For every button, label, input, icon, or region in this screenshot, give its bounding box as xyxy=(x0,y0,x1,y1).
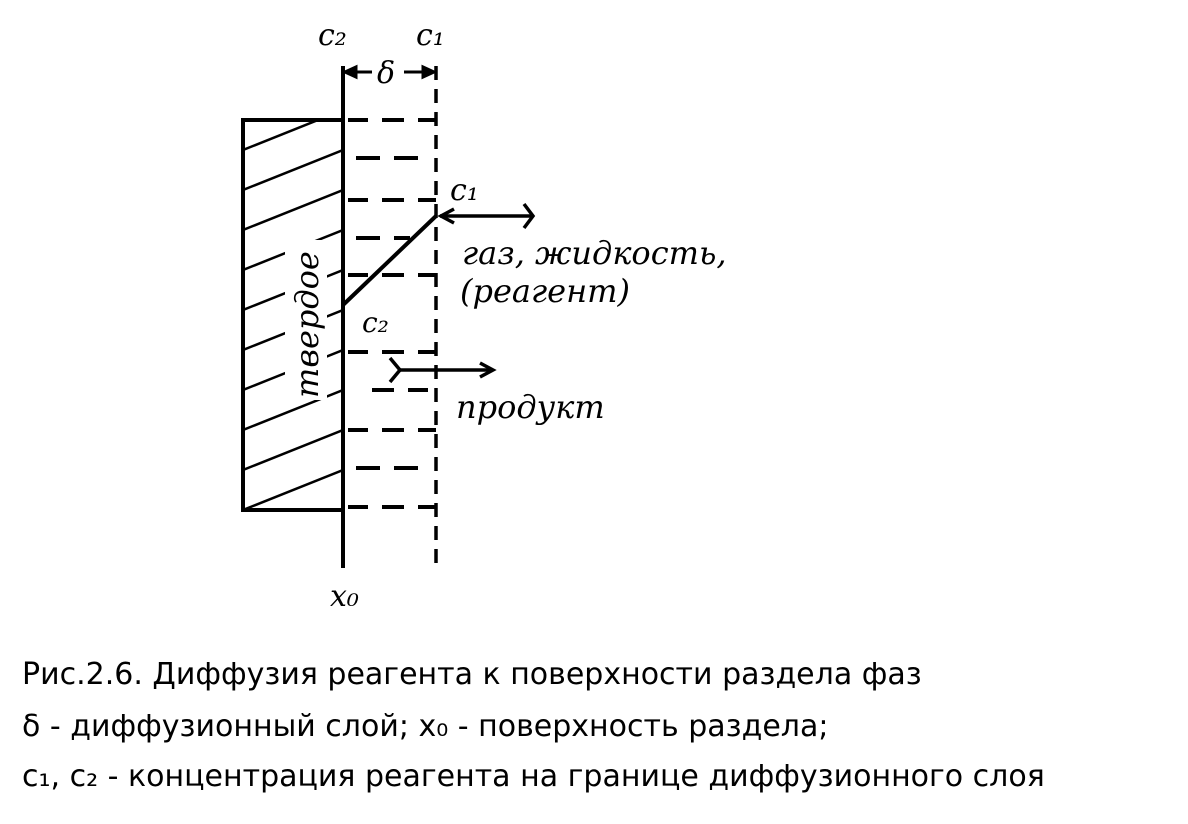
solid-phase-label: твердое xyxy=(288,251,326,398)
delta-label: δ xyxy=(377,56,396,91)
figure-caption-title: Рис.2.6. Диффузия реагента к поверхности раздела фаз xyxy=(22,657,922,692)
product-arrow xyxy=(390,358,493,382)
mid-label-c1: c₁ xyxy=(450,173,479,208)
mid-label-c2: c₂ xyxy=(362,306,389,339)
product-label: продукт xyxy=(456,388,605,426)
reagent-label-line1: газ, жидкость, xyxy=(462,234,727,272)
interface-label-x0: x₀ xyxy=(330,579,359,614)
reagent-label-line2: (реагент) xyxy=(460,272,630,310)
top-label-c1: c₁ xyxy=(416,18,445,53)
figure-caption-line3: c₁, c₂ - концентрация реагента на границе диффузионного слоя xyxy=(22,759,1045,794)
top-label-c2: c₂ xyxy=(318,18,347,53)
concentration-profile-line xyxy=(343,216,436,305)
figure-caption-line2: δ - диффузионный слой; x₀ - поверхность раздела; xyxy=(22,709,829,744)
